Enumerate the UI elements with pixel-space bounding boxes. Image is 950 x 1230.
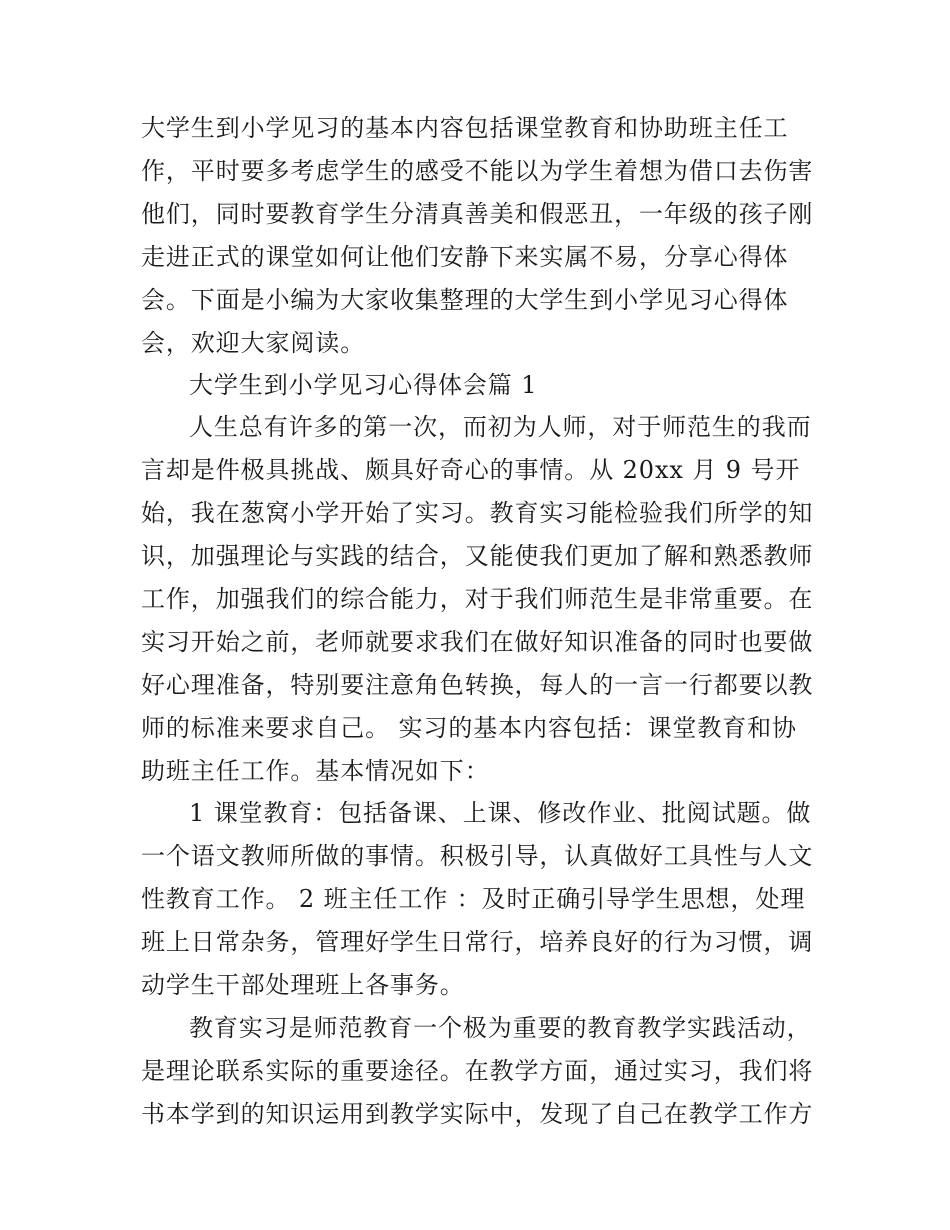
paragraph-line: 实习开始之前，老师就要求我们在做好知识准备的同时也要做 (141, 628, 814, 656)
paragraph-line: 始，我在葱窝小学开始了实习。教育实习能检验我们所学的知 (141, 499, 814, 527)
paragraph-line: 好心理准备，特别要注意角色转换，每人的一言一行都要以教 (141, 671, 814, 699)
paragraph-line: 教育实习是师范教育一个极为重要的教育教学实践活动， (189, 1014, 812, 1042)
paragraph-line: 师的标准来要求自己。 实习的基本内容包括：课堂教育和协 (141, 714, 797, 742)
paragraph-line: 会，欢迎大家阅读。 (141, 329, 366, 357)
paragraph-line: 性教育工作。 2 班主任工作 ：及时正确引导学生思想，处理 (141, 885, 806, 913)
paragraph-line: 人生总有许多的第一次，而初为人师，对于师范生的我而 (189, 413, 812, 441)
paragraph-line: 工作，加强我们的综合能力，对于我们师范生是非常重要。在 (141, 585, 814, 613)
paragraph-line: 作，平时要多考虑学生的感受不能以为学生着想为借口去伤害 (141, 157, 814, 185)
paragraph-line: 助班主任工作。基本情况如下： (141, 757, 490, 785)
paragraph-line: 他们，同时要教育学生分清真善美和假恶丑，一年级的孩子刚 (141, 200, 814, 228)
paragraph-line: 一个语文教师所做的事情。积极引导，认真做好工具性与人文 (141, 842, 814, 870)
paragraph-line: 言却是件极具挑战、颇具好奇心的事情。从 20xx 月 9 号开 (141, 456, 801, 484)
paragraph-line: 班上日常杂务，管理好学生日常行，培养良好的行为习惯，调 (141, 928, 814, 956)
paragraph-line: 是理论联系实际的重要途径。在教学方面，通过实习，我们将 (141, 1057, 814, 1085)
paragraph-line: 1 课堂教育：包括备课、上课、修改作业、批阅试题。做 (189, 799, 812, 827)
section-heading: 大学生到小学见习心得体会篇 1 (189, 371, 538, 399)
paragraph-line: 会。下面是小编为大家收集整理的大学生到小学见习心得体 (141, 286, 789, 314)
paragraph-line: 大学生到小学见习的基本内容包括课堂教育和协助班主任工 (141, 114, 789, 142)
paragraph-line: 识，加强理论与实践的结合，又能使我们更加了解和熟悉教师 (141, 542, 814, 570)
paragraph-line: 动学生干部处理班上各事务。 (141, 971, 465, 999)
paragraph-line: 书本学到的知识运用到教学实际中，发现了自己在教学工作方 (141, 1100, 814, 1128)
paragraph-line: 走进正式的课堂如何让他们安静下来实属不易，分享心得体 (141, 243, 789, 271)
